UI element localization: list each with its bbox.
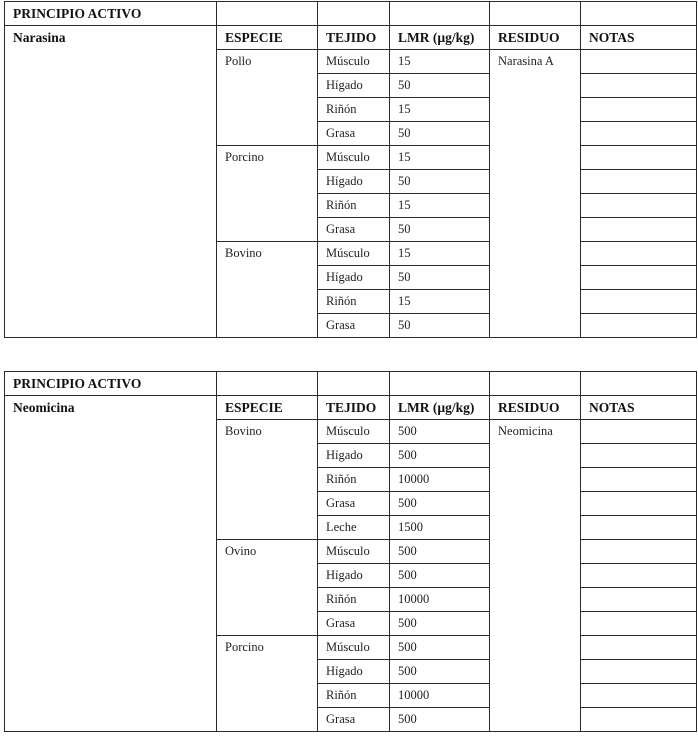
column-header-especie: ESPECIE [217,396,318,420]
lmr-cell: 50 [390,266,490,290]
notas-cell [581,588,697,612]
notas-cell [581,636,697,660]
column-header-residuo: RESIDUO [490,396,581,420]
principio-label-row [5,372,697,396]
neomicina-table-body [5,372,697,732]
column-header-notas: NOTAS [581,396,697,420]
lmr-cell: 500 [390,612,490,636]
lmr-cell: 10000 [390,588,490,612]
lmr-cell: 500 [390,492,490,516]
lmr-cell: 15 [390,98,490,122]
tejido-cell: Hígado [318,564,390,588]
especie-cell: Porcino [217,146,318,242]
empty-header-cell [490,2,581,26]
lmr-cell: 500 [390,660,490,684]
lmr-cell: 10000 [390,468,490,492]
column-header-tejido: TEJIDO [318,396,390,420]
tejido-cell: Riñón [318,290,390,314]
especie-cell: Pollo [217,50,318,146]
column-header-tejido: TEJIDO [318,26,390,50]
tejido-cell: Grasa [318,218,390,242]
notas-cell [581,684,697,708]
tejido-cell: Riñón [318,194,390,218]
especie-cell: Porcino [217,636,318,732]
empty-header-cell [490,372,581,396]
notas-cell [581,290,697,314]
column-header-residuo: RESIDUO [490,26,581,50]
notas-cell [581,50,697,74]
tejido-cell: Hígado [318,266,390,290]
column-header-row [5,26,697,50]
principio-activo-label: PRINCIPIO ACTIVO [5,372,217,396]
empty-header-cell [390,372,490,396]
residuo-cell: Neomicina [490,420,581,732]
lmr-cell: 500 [390,444,490,468]
tejido-cell: Hígado [318,660,390,684]
lmr-cell: 500 [390,708,490,732]
tejido-cell: Músculo [318,146,390,170]
tejido-cell: Riñón [318,98,390,122]
lmr-cell: 50 [390,170,490,194]
column-header-lmr: LMR (µg/kg) [390,396,490,420]
tejido-cell: Hígado [318,170,390,194]
notas-cell [581,516,697,540]
lmr-cell: 50 [390,74,490,98]
narasina-table [4,1,697,338]
notas-cell [581,564,697,588]
lmr-cell: 1500 [390,516,490,540]
tejido-cell: Grasa [318,122,390,146]
lmr-cell: 500 [390,636,490,660]
tejido-cell: Músculo [318,540,390,564]
tejido-cell: Riñón [318,588,390,612]
empty-header-cell [217,2,318,26]
principio-activo-name: Neomicina [5,396,217,732]
lmr-cell: 15 [390,146,490,170]
tejido-cell: Riñón [318,468,390,492]
notas-cell [581,420,697,444]
lmr-cell: 10000 [390,684,490,708]
lmr-cell: 15 [390,290,490,314]
notas-cell [581,74,697,98]
notas-cell [581,170,697,194]
notas-cell [581,444,697,468]
notas-cell [581,218,697,242]
tejido-cell: Hígado [318,74,390,98]
empty-header-cell [581,2,697,26]
column-header-especie: ESPECIE [217,26,318,50]
lmr-cell: 500 [390,564,490,588]
notas-cell [581,612,697,636]
notas-cell [581,492,697,516]
narasina-table-body [5,2,697,338]
residuo-cell: Narasina A [490,50,581,338]
lmr-cell: 15 [390,242,490,266]
lmr-cell: 500 [390,420,490,444]
lmr-cell: 15 [390,194,490,218]
lmr-cell: 500 [390,540,490,564]
empty-header-cell [217,372,318,396]
principio-activo-name: Narasina [5,26,217,338]
tejido-cell: Grasa [318,492,390,516]
tejido-cell: Riñón [318,684,390,708]
tejido-cell: Grasa [318,612,390,636]
column-header-notas: NOTAS [581,26,697,50]
tejido-cell: Leche [318,516,390,540]
notas-cell [581,468,697,492]
tejido-cell: Músculo [318,50,390,74]
empty-header-cell [581,372,697,396]
lmr-cell: 50 [390,218,490,242]
neomicina-table [4,371,697,732]
empty-header-cell [390,2,490,26]
tejido-cell: Músculo [318,420,390,444]
notas-cell [581,540,697,564]
principio-activo-label: PRINCIPIO ACTIVO [5,2,217,26]
tejido-cell: Músculo [318,636,390,660]
lmr-cell: 50 [390,122,490,146]
especie-cell: Bovino [217,242,318,338]
especie-cell: Ovino [217,540,318,636]
especie-cell: Bovino [217,420,318,540]
notas-cell [581,266,697,290]
notas-cell [581,122,697,146]
lmr-cell: 50 [390,314,490,338]
lmr-cell: 15 [390,50,490,74]
notas-cell [581,146,697,170]
notas-cell [581,194,697,218]
notas-cell [581,708,697,732]
tejido-cell: Grasa [318,708,390,732]
column-header-row [5,396,697,420]
tejido-cell: Hígado [318,444,390,468]
notas-cell [581,98,697,122]
principio-label-row [5,2,697,26]
column-header-lmr: LMR (µg/kg) [390,26,490,50]
tejido-cell: Músculo [318,242,390,266]
notas-cell [581,314,697,338]
notas-cell [581,242,697,266]
empty-header-cell [318,372,390,396]
tejido-cell: Grasa [318,314,390,338]
notas-cell [581,660,697,684]
empty-header-cell [318,2,390,26]
